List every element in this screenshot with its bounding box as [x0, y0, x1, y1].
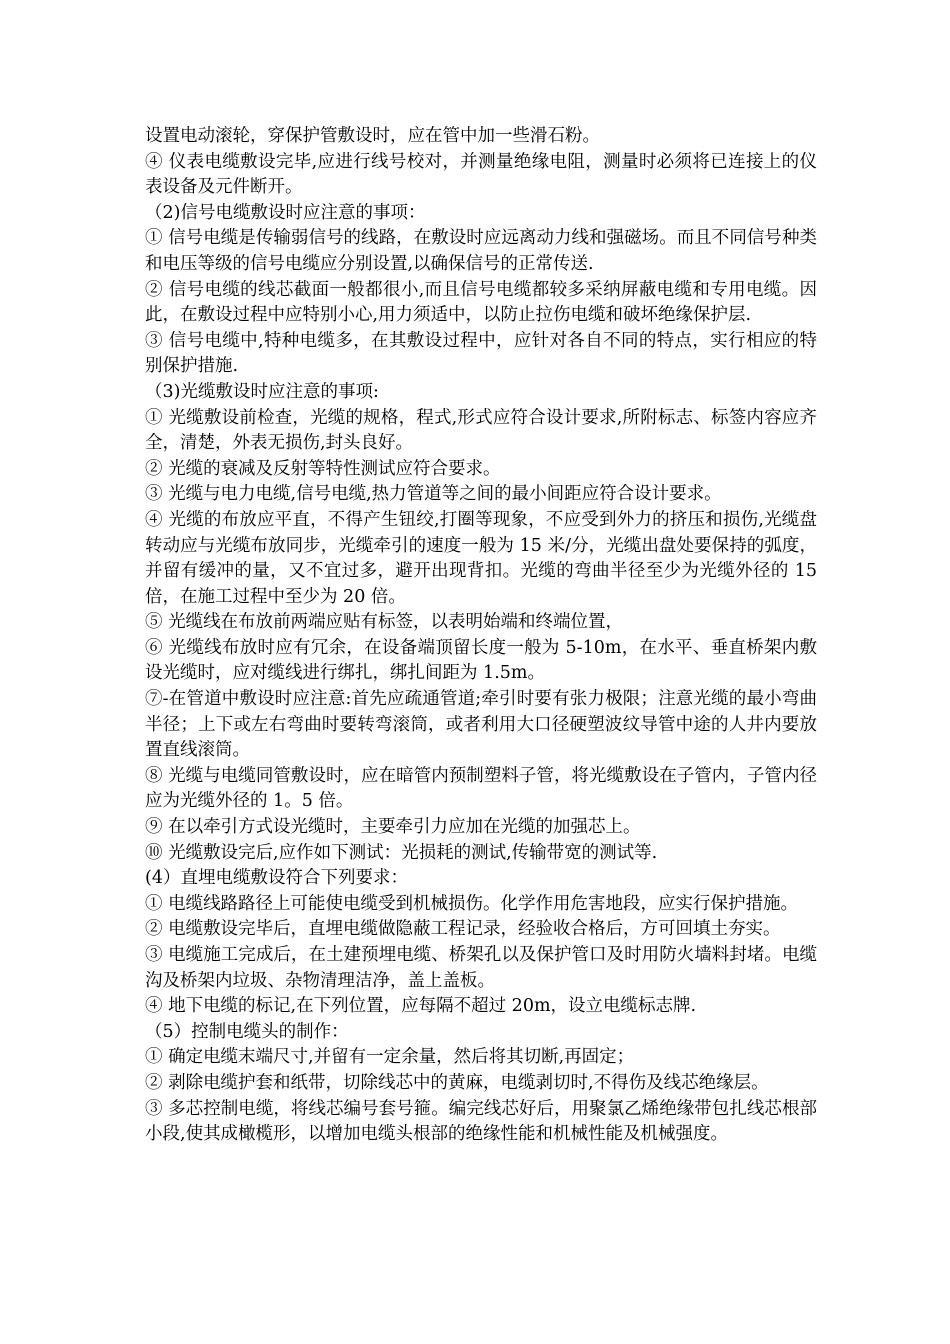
paragraph-item: ④ 地下电缆的标记,在下列位置，应每隔不超过 20m，设立电缆标志牌. [145, 996, 697, 1017]
paragraph-item: ② 信号电缆的线芯截面一般都很小,而且信号电缆都较多采纳屏蔽电缆和专用电缆。因此，在敷设过程中应特别小心,用力须适中，以防止拉伤电缆和破坏绝缘保护层. [145, 279, 817, 326]
paragraph-item: ⑦-在管道中敷设时应注意:首先应疏通管道;牵引时要有张力极限；注意光缆的最小弯曲半径；上下或左右弯曲时要转弯滚筒，或者利用大口径硬塑波纹导管中途的人井内要放置直线滚筒。 [145, 689, 817, 761]
paragraph-item: ① 光缆敷设前检查，光缆的规格，程式,形式应符合设计要求,所附标志、标签内容应齐全，清楚，外表无损伤,封头良好。 [145, 407, 817, 454]
paragraph-item: ③ 信号电缆中,特种电缆多，在其敷设过程中，应针对各自不同的特点，实行相应的特别保护措施. [145, 330, 817, 377]
paragraph-item: ④ 仪表电缆敷设完毕,应进行线号校对，并测量绝缘电阻，测量时必须将已连接上的仪表设备及元件断开。 [145, 151, 817, 198]
paragraph-item: ③ 电缆施工完成后，在土建预埋电缆、桥架孔以及保护管口及时用防火墙料封堵。电缆沟及桥架内垃圾、杂物清理洁净，盖上盖板。 [145, 945, 817, 991]
paragraph-item: ③ 光缆与电力电缆,信号电缆,热力管道等之间的最小间距应符合设计要求。 [145, 484, 722, 505]
paragraph-item: ② 电缆敷设完毕后，直埋电缆做隐蔽工程记录，经验收合格后，方可回填土夯实。 [145, 919, 781, 940]
paragraph-item: ② 光缆的衰减及反射等特性测试应符合要求。 [145, 458, 501, 479]
paragraph-item: ⑤ 光缆线在布放前两端应贴有标签，以表明始端和终端位置， [145, 612, 624, 633]
paragraph-item: ① 确定电缆末端尺寸,并留有一定余量，然后将其切断,再固定； [145, 1047, 635, 1068]
paragraph-item: ② 剥除电缆护套和纸带，切除线芯中的黄麻，电缆剥切时,不得伤及线芯绝缘层。 [145, 1072, 769, 1093]
paragraph-item: ⑨ 在以牵引方式设光缆时，主要牵引力应加在光缆的加强芯上。 [145, 817, 641, 838]
paragraph-item: ① 信号电缆是传输弱信号的线路，在敷设时应远离动力线和强磁场。而且不同信号种类和电压等级的信号电缆应分别设置,以确保信号的正常传送. [145, 228, 817, 274]
paragraph-continuation: 设置电动滚轮，穿保护管敷设时，应在管中加一些滑石粉。 [145, 126, 600, 146]
paragraph-item: ④ 光缆的布放应平直，不得产生钮绞,打圈等现象，不应受到外力的挤压和损伤,光缆盘转动应与光缆布放同步，光缆牵引的速度一般为 15 米/分，光缆出盘处要保持的弧度，并留有缓冲的量，又不宜过多，避开出现背扣。光缆的弯曲半径至少为光缆外径的 15 倍，在施工过程中至少为 20 倍。 [145, 509, 817, 607]
section-heading-3: （3)光缆敷设时应注意的事项: [145, 381, 379, 402]
paragraph-item: ③ 多芯控制电缆，将线芯编号套号箍。编完线芯好后，用聚氯乙烯绝缘带包扎线芯根部小段,使其成橄榄形，以增加电缆头根部的绝缘性能和机械性能及机械强度。 [145, 1098, 817, 1145]
paragraph-item: ① 电缆线路路径上可能使电缆受到机械损伤。化学作用危害地段，应实行保护措施。 [145, 893, 799, 914]
paragraph-item: ⑩ 光缆敷设完后,应作如下测试：光损耗的测试,传输带宽的测试等. [145, 842, 658, 863]
document-body [145, 124, 817, 1148]
section-heading-2: （2)信号电缆敷设时应注意的事项： [145, 202, 426, 223]
section-heading-5: （5）控制电缆头的制作： [145, 1021, 349, 1042]
paragraph-item: ⑥ 光缆线布放时应有冗余，在设备端顶留长度一般为 5-10m，在水平、垂直桥架内敷设光缆时，应对缆线进行绑扎，绑扎间距为 1.5m。 [145, 637, 817, 684]
section-heading-4: (4）直埋电缆敷设符合下列要求： [145, 868, 408, 889]
paragraph-item: ⑧ 光缆与电缆同管敷设时，应在暗管内预制塑料子管，将光缆敷设在子管内，子管内径应为光缆外径的 1。5 倍。 [145, 765, 817, 812]
